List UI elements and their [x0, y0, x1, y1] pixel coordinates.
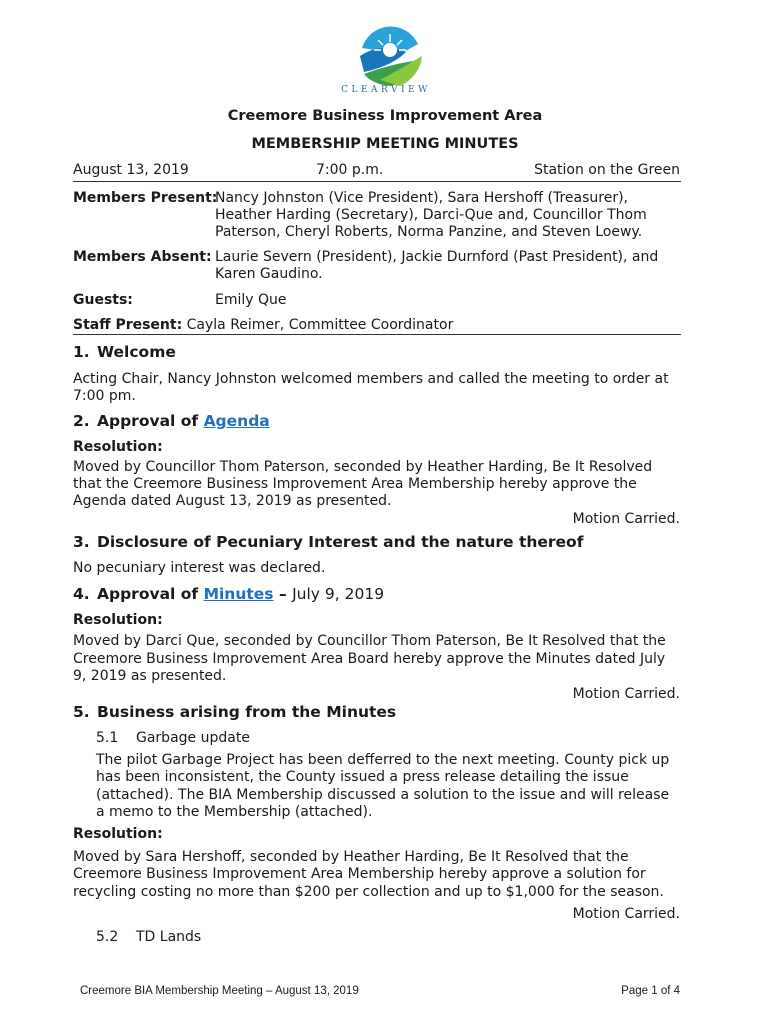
paragraph-line: Agenda dated August 13, 2019 as presented.	[73, 493, 392, 509]
members-absent-label: Members Absent:	[73, 249, 212, 265]
paragraph-line: Moved by Darci Que, seconded by Councillor Thom Paterson, Be It Resolved that the	[73, 633, 666, 649]
paragraph-line: has been inconsistent, the County issued a press release detailing the issue	[96, 769, 629, 785]
members-present-line: Paterson, Cheryl Roberts, Norma Panzine, and Steven Loewy.	[215, 224, 643, 240]
section-heading-minutes: 4. Approval of Minutes – July 9, 2019	[73, 585, 385, 603]
paragraph-line: Moved by Councillor Thom Paterson, seconded by Heather Harding, Be It Resolved	[73, 459, 653, 475]
members-present-line: Heather Harding (Secretary), Darci-Que and, Councillor Thom	[215, 207, 647, 223]
logo-text: CLEARVIEW	[341, 85, 431, 95]
section-heading-welcome: 1. Welcome	[73, 343, 176, 361]
members-present-line: Nancy Johnston (Vice President), Sara Hershoff (Treasurer),	[215, 190, 628, 206]
meeting-date: August 13, 2019	[73, 162, 189, 178]
section-heading-agenda: 2. Approval of Agenda	[73, 412, 270, 430]
motion-outcome: Motion Carried.	[572, 686, 680, 702]
meeting-location: Station on the Green	[534, 162, 680, 178]
members-present-label: Members Present:	[73, 190, 218, 206]
subsection-number: 5.1	[96, 730, 119, 746]
members-absent-line: Karen Gaudino.	[215, 266, 323, 282]
resolution-label: Resolution:	[73, 826, 163, 842]
divider	[73, 181, 681, 182]
staff-present	[73, 317, 453, 335]
section-heading-business-arising: 5. Business arising from the Minutes	[73, 703, 397, 721]
footer-page-number: Page 1 of 4	[621, 985, 680, 997]
subsection-title: Garbage update	[136, 730, 250, 746]
motion-outcome: Motion Carried.	[572, 906, 680, 922]
section-heading-disclosure: 3. Disclosure of Pecuniary Interest and the nature thereof	[73, 533, 584, 551]
paragraph-line: 9, 2019 as presented.	[73, 668, 227, 684]
resolution-label: Resolution:	[73, 612, 163, 628]
paragraph-line: The pilot Garbage Project has been defferred to the next meeting. County pick up	[96, 752, 670, 768]
staff-present-label: Staff Present:	[73, 317, 183, 333]
guests-value: Emily Que	[215, 292, 287, 308]
motion-outcome: Motion Carried.	[572, 511, 680, 527]
guests-label: Guests:	[73, 292, 133, 308]
footer-meeting-info: Creemore BIA Membership Meeting – August 13, 2019	[80, 985, 359, 997]
paragraph-line: Creemore Business Improvement Area Board hereby approve the Minutes dated July	[73, 651, 666, 667]
minutes-link[interactable]: Minutes	[203, 585, 274, 603]
divider	[73, 334, 681, 335]
subsection-number: 5.2	[96, 929, 119, 945]
meeting-time: 7:00 p.m.	[316, 162, 384, 178]
paragraph-line: Moved by Sara Hershoff, seconded by Heather Harding, Be It Resolved that the	[73, 849, 629, 865]
agenda-link[interactable]: Agenda	[203, 412, 270, 430]
document-title: MEMBERSHIP MEETING MINUTES	[251, 136, 519, 152]
paragraph-line: recycling costing no more than $200 per collection and up to $1,000 for the season.	[73, 884, 664, 900]
members-absent-line: Laurie Severn (President), Jackie Durnford (Past President), and	[215, 249, 659, 265]
paragraph-line: No pecuniary interest was declared.	[73, 560, 326, 576]
staff-present-value: Cayla Reimer, Committee Coordinator	[186, 317, 454, 333]
paragraph-line: Acting Chair, Nancy Johnston welcomed members and called the meeting to order at	[73, 371, 669, 387]
paragraph-line: that the Creemore Business Improvement Area Membership hereby approve the	[73, 476, 637, 492]
paragraph-line: (attached). The BIA Membership discussed a solution to the issue and will release	[96, 787, 670, 803]
paragraph-line: a memo to the Membership (attached).	[96, 804, 373, 820]
paragraph-line: Creemore Business Improvement Area Membership hereby approve a solution for	[73, 866, 646, 882]
resolution-label: Resolution:	[73, 439, 163, 455]
paragraph-line: 7:00 pm.	[73, 388, 136, 404]
organization-title: Creemore Business Improvement Area	[227, 108, 543, 124]
subsection-title: TD Lands	[136, 929, 202, 945]
